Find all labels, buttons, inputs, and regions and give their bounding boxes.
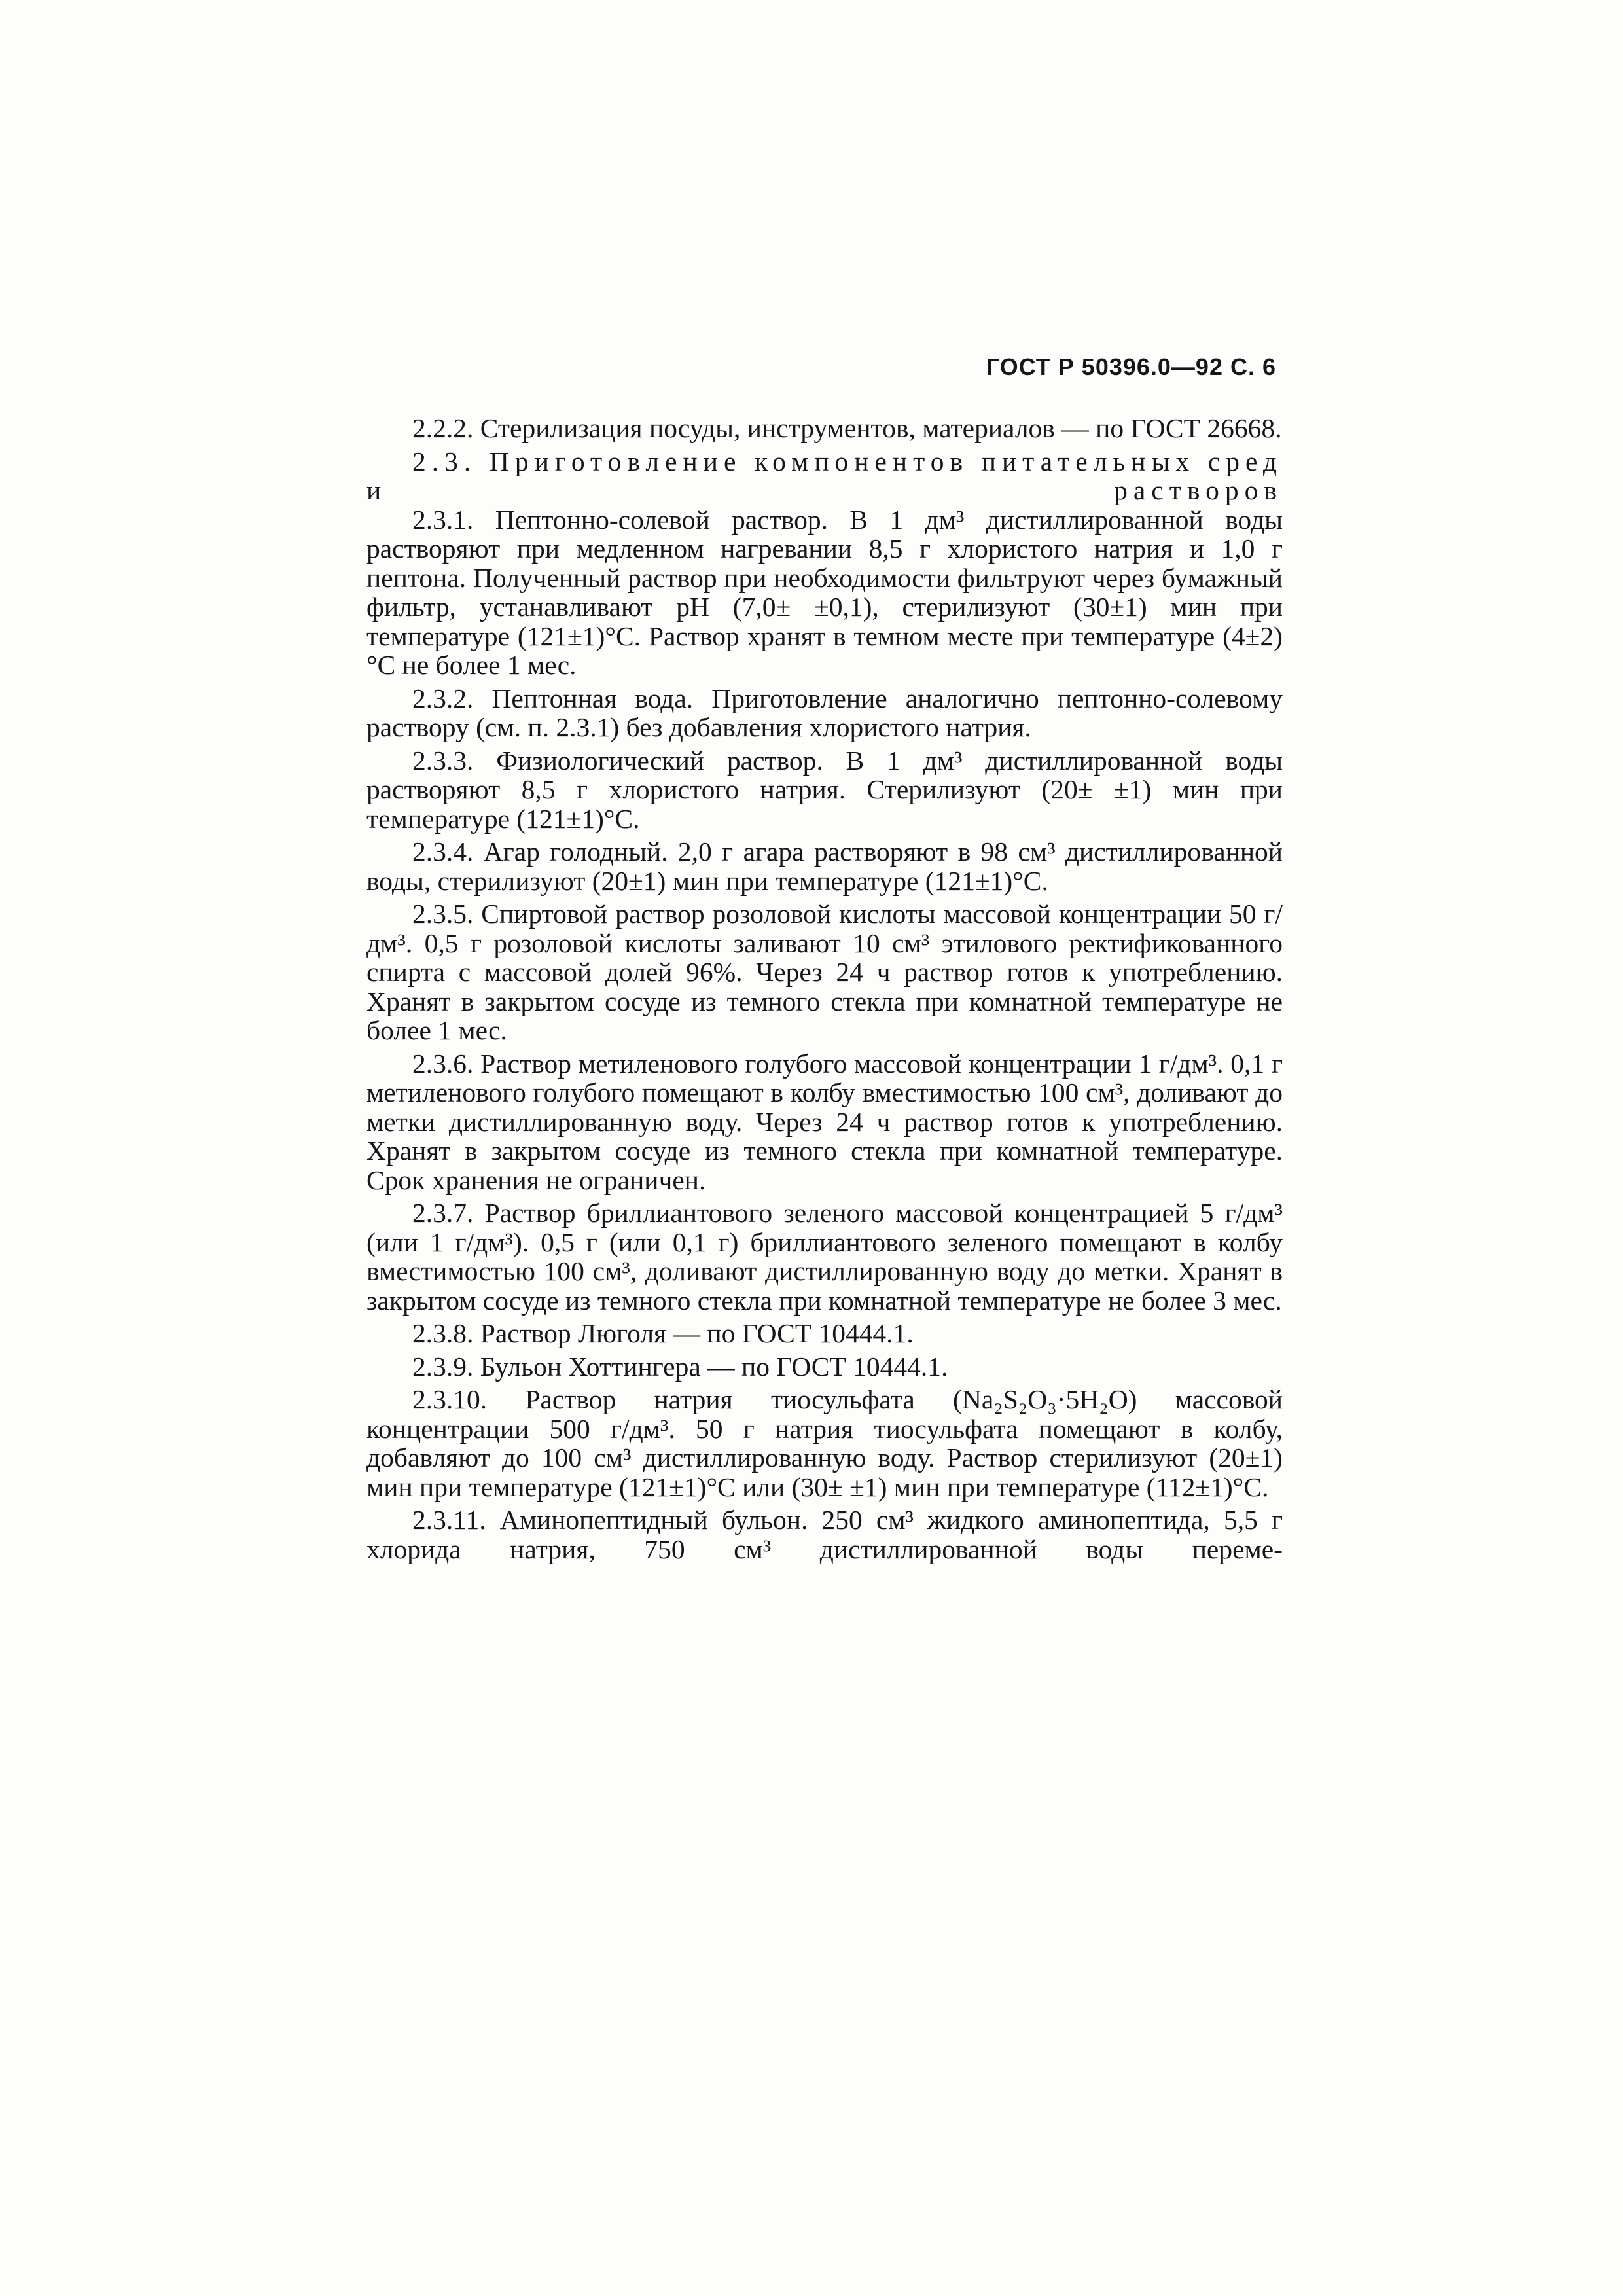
paragraph-2-2-2: 2.2.2. Стерилизация посуды, инструментов, материалов — по ГОСТ 26668. bbox=[412, 413, 1282, 443]
paragraph-2-3-10-rest: концентрации 500 г/дм³. 50 г натрия тиосульфата помещают в колбу, добавляют до 100 см³ дистиллированную воду. Раствор стерилизуют (20±1) мин при температуре (121±1)°C или (30± ±1) мин при температуре (112±1)°C. bbox=[366, 1413, 1283, 1502]
paragraph-2-3-4: 2.3.4. Агар голодный. 2,0 г агара растворяют в 98 см³ дистиллированной воды, стерилизуют (20±1) мин при температуре (121±1)°C. bbox=[366, 836, 1283, 896]
paragraph-2-3-9: 2.3.9. Бульон Хоттингера — по ГОСТ 10444.1. bbox=[412, 1351, 948, 1382]
paragraph-2-3-5: 2.3.5. Спиртовой раствор розоловой кислоты массовой концентрации 50 г/дм³. 0,5 г розоловой кислоты заливают 10 см³ этилового ректификованного спирта с массовой долей 96%. Через 24 ч раствор готов к употреблению. Хранят в закрытом сосуде из темного стекла при комнатной температуре не более 1 мес. bbox=[366, 899, 1283, 1045]
document-body bbox=[366, 414, 1283, 1564]
paragraph-2-3-3: 2.3.3. Физиологический раствор. В 1 дм³ дистиллированной воды растворяют 8,5 г хлористого натрия. Стерилизуют (20± ±1) мин при температуре (121±1)°C. bbox=[366, 745, 1283, 834]
paragraph-2-3-7: 2.3.7. Раствор бриллиантового зеленого массовой концентрацией 5 г/дм³ (или 1 г/дм³). 0,5 г (или 0,1 г) бриллиантового зеленого помещают в колбу вместимостью 100 см³, доливают дистиллированную воду до метки. Хранят в закрытом сосуде из темного стекла при комнатной температуре не более 3 мес. bbox=[366, 1198, 1283, 1316]
paragraph-2-3-6: 2.3.6. Раствор метиленового голубого массовой концентрации 1 г/дм³. 0,1 г метиленового голубого помещают в колбу вместимостью 100 см³, доливают до метки дистиллированную воду. Через 24 ч раствор готов к употреблению. Хранят в закрытом сосуде из темного стекла при комнатной температуре. Срок хранения не ограничен. bbox=[366, 1048, 1283, 1195]
paragraph-2-3-1: 2.3.1. Пептонно-солевой раствор. В 1 дм³ дистиллированной воды растворяют при медленном нагревании 8,5 г хлористого натрия и 1,0 г пептона. Полученный раствор при необходимости фильтруют через бумажный фильтр, устанавливают pH (7,0± ±0,1), стерилизуют (30±1) мин при температуре (121±1)°C. Раствор хранят в темном месте при температуре (4±2)°C не более 1 мес. bbox=[366, 504, 1283, 680]
paragraph-2-3-10-lead: 2.3.10. Раствор натрия тиосульфата (Na₂S₂O₃·5H₂O) массовой bbox=[412, 1384, 1283, 1414]
running-header: ГОСТ Р 50396.0—92 С. 6 bbox=[986, 353, 1276, 380]
paragraph-2-3-11: 2.3.11. Аминопептидный бульон. 250 см³ жидкого аминопептида, 5,5 г хлорида натрия, 750 см³ дистиллированной воды переме- bbox=[366, 1505, 1283, 1564]
section-heading-2-3: 2.3. Приготовление компонентов питательных сред и растворов bbox=[366, 446, 1283, 505]
paragraph-2-3-8: 2.3.8. Раствор Люголя — по ГОСТ 10444.1. bbox=[412, 1318, 914, 1348]
paragraph-2-3-2: 2.3.2. Пептонная вода. Приготовление аналогично пептонно-солевому раствору (см. п. 2.3.1) без добавления хлористого натрия. bbox=[366, 683, 1283, 742]
